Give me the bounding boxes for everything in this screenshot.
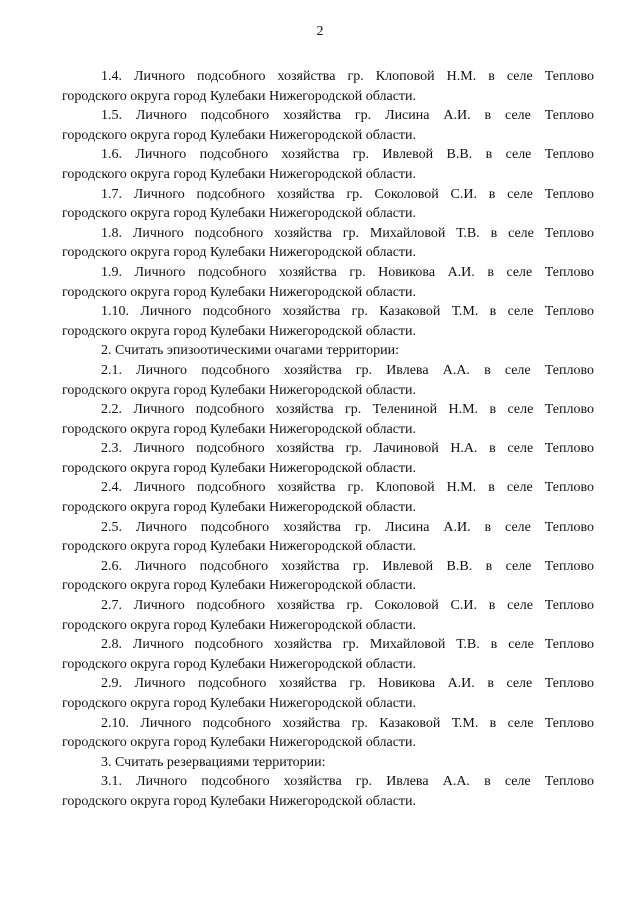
list-item-line: городского округа город Кулебаки Нижегородской области.	[62, 166, 417, 182]
list-item-line: городского округа город Кулебаки Нижегородской области.	[62, 500, 417, 516]
list-item-line: 2.7. Личного подсобного хозяйства гр. Соколовой С.И. в селе Теплово	[101, 598, 594, 614]
list-item-line: городского округа город Кулебаки Нижегородской области.	[62, 539, 417, 555]
list-item	[62, 400, 594, 439]
section-heading: 2. Считать эпизоотическими очагами территории:	[101, 343, 399, 359]
list-item-line: 1.8. Личного подсобного хозяйства гр. Михайловой Т.В. в селе Теплово	[101, 225, 594, 241]
list-item	[62, 106, 594, 145]
list-item	[62, 772, 594, 811]
list-item-line: городского округа город Кулебаки Нижегородской области.	[62, 323, 417, 339]
list-item-line: 1.9. Личного подсобного хозяйства гр. Новикова А.И. в селе Теплово	[101, 264, 594, 280]
list-item-line: 2.2. Личного подсобного хозяйства гр. Телениной Н.М. в селе Теплово	[101, 402, 594, 418]
list-item-line: 2.4. Личного подсобного хозяйства гр. Клоповой Н.М. в селе Теплово	[101, 480, 594, 496]
list-item-line: городского округа город Кулебаки Нижегородской области.	[62, 421, 417, 437]
list-item	[62, 224, 594, 263]
list-item	[62, 518, 594, 557]
document-body	[62, 67, 594, 812]
list-item-line: 2.6. Личного подсобного хозяйства гр. Ивлевой В.В. в селе Теплово	[101, 558, 594, 574]
list-item-line: 1.4. Личного подсобного хозяйства гр. Клоповой Н.М. в селе Теплово	[101, 69, 594, 84]
list-item-line: 1.6. Личного подсобного хозяйства гр. Ивлевой В.В. в селе Теплово	[101, 147, 594, 163]
list-item-line: 2.1. Личного подсобного хозяйства гр. Ивлева А.А. в селе Теплово	[101, 362, 594, 378]
list-item-line: 2.9. Личного подсобного хозяйства гр. Новикова А.И. в селе Теплово	[101, 676, 594, 692]
list-item-line: городского округа город Кулебаки Нижегородской области.	[62, 382, 417, 398]
list-item-line: городского округа город Кулебаки Нижегородской области.	[62, 460, 417, 476]
list-item-line: 2.10. Личного подсобного хозяйства гр. Казаковой Т.М. в селе Теплово	[101, 715, 594, 731]
list-item-line: 2.5. Личного подсобного хозяйства гр. Лисина А.И. в селе Теплово	[101, 519, 594, 535]
list-item-line: 2.3. Личного подсобного хозяйства гр. Лачиновой Н.А. в селе Теплово	[101, 441, 594, 457]
list-item-line: городского округа город Кулебаки Нижегородской области.	[62, 696, 417, 711]
list-item-line: 1.10. Личного подсобного хозяйства гр. Казаковой Т.М. в селе Теплово	[101, 304, 594, 320]
list-item-line: городского округа город Кулебаки Нижегородской области.	[62, 206, 417, 222]
list-item	[62, 302, 594, 341]
list-item-line: городского округа город Кулебаки Нижегородской области.	[62, 245, 417, 261]
list-item	[62, 635, 594, 674]
list-item	[62, 557, 594, 596]
list-item	[62, 361, 594, 400]
list-item-line: 3.1. Личного подсобного хозяйства гр. Ивлева А.А. в селе Теплово	[101, 774, 594, 790]
list-item	[62, 67, 594, 106]
list-item-line: городского округа город Кулебаки Нижегородской области.	[62, 284, 417, 300]
list-item-line: 2.8. Личного подсобного хозяйства гр. Михайловой Т.В. в селе Теплово	[101, 637, 594, 653]
list-item	[62, 145, 594, 184]
list-item	[62, 714, 594, 753]
list-item	[62, 263, 594, 302]
list-item-line: городского округа город Кулебаки Нижегородской области.	[62, 656, 417, 672]
list-item-line: городского округа город Кулебаки Нижегородской области.	[62, 127, 417, 143]
list-item	[62, 674, 594, 713]
list-item	[62, 185, 594, 224]
list-item-line: городского округа город Кулебаки Нижегородской области.	[62, 735, 417, 751]
list-item	[62, 596, 594, 635]
section-heading: 3. Считать резервациями территории:	[101, 754, 326, 770]
list-item	[62, 439, 594, 478]
list-item-line: городского округа город Кулебаки Нижегородской области.	[62, 578, 417, 594]
list-item-line: городского округа город Кулебаки Нижегородской области.	[62, 793, 417, 809]
list-item-line: 1.5. Личного подсобного хозяйства гр. Лисина А.И. в селе Теплово	[101, 108, 594, 124]
list-item-line: городского округа город Кулебаки Нижегородской области.	[62, 617, 417, 633]
list-item	[62, 478, 594, 517]
list-item-line: 1.7. Личного подсобного хозяйства гр. Соколовой С.И. в селе Теплово	[101, 186, 594, 202]
list-item-line: городского округа город Кулебаки Нижегородской области.	[62, 88, 417, 104]
page-number: 2	[316, 24, 324, 39]
